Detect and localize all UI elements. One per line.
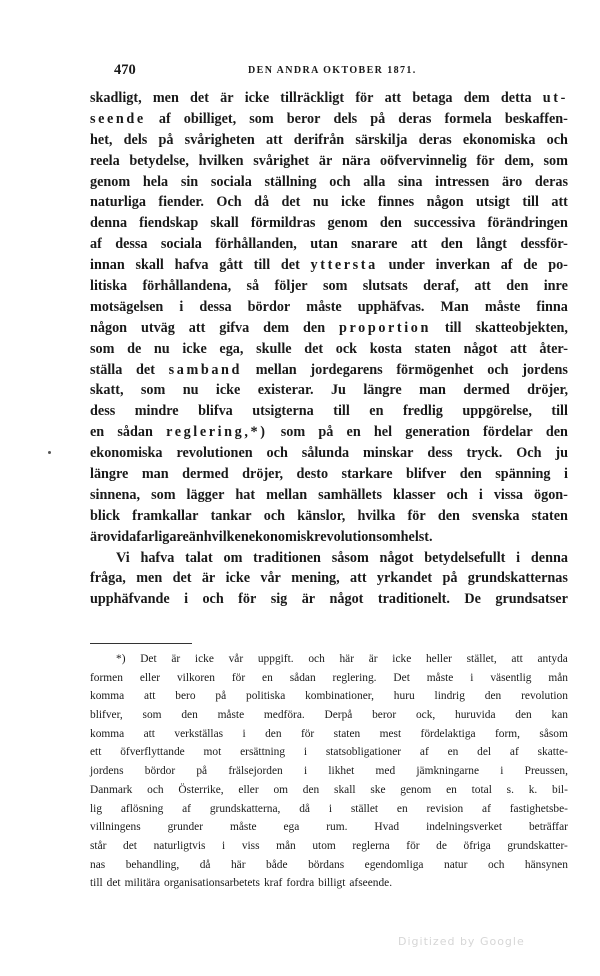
body-line: reela betydelse, hvilken svårighet är nära oöfvervinnelig för dem, som bbox=[90, 152, 568, 169]
footnote-rule bbox=[90, 643, 192, 644]
body-line: en sådan reglering,*) som på en hel generation fördelar den bbox=[90, 424, 568, 441]
running-head: DEN ANDRA OKTOBER 1871. bbox=[248, 65, 417, 76]
body-line: ekonomiska revolutionen och sålunda minskar dess tryck. Och ju bbox=[90, 445, 568, 462]
body-line: naturliga fiender. Och då det nu icke finnes någon utsigt till att bbox=[90, 194, 568, 211]
footnote-line: lig aflösning af grundskatterna, då i stället en revision af fastighetsbe- bbox=[90, 802, 568, 815]
footnote-line: nas behandling, då här både bördans egendomliga natur och hänsynen bbox=[90, 858, 568, 871]
footnote-line: *) Det är icke vår uppgift. och här är icke heller stället, att antyda bbox=[116, 653, 568, 665]
footnote-line: blifver, som den måste medföra. Derpå beror ock, huruvida den kan bbox=[90, 709, 568, 722]
body-line: blick framkallar tankar och känslor, hvilka för den svenska staten bbox=[90, 507, 568, 524]
page-header bbox=[114, 62, 562, 80]
body-line: af dessa sociala förhållanden, utan snarare att den långt dessför- bbox=[90, 236, 568, 253]
body-line: någon utväg att gifva dem den proportion till skatteobjekten, bbox=[90, 319, 568, 336]
body-line: het, dels på svårigheten att derifrån särskilja deras ekonomiska och bbox=[90, 131, 568, 148]
body-line: genom hela sin sociala ställning och alla sina intressen äro deras bbox=[90, 173, 568, 190]
footnote-line: komma att bero på politiska kombinationer, huru lindrig den revolution bbox=[90, 690, 568, 703]
body-line: seende af obilliget, som beror dels på deras formela beskaffen- bbox=[90, 110, 568, 127]
body-line: sinnena, som lägger hat mellan samhällets klasser och i vissa ögon- bbox=[90, 486, 568, 503]
footnote-line: Danmark och Österrike, eller om den skall ske genom en total s. k. bil- bbox=[90, 783, 568, 796]
footnote-line: till det militära organisationsarbetets kraf fordra billigt afseende. bbox=[90, 877, 393, 890]
body-line: ställa det samband mellan jordegarens förmögenhet och jordens bbox=[90, 361, 568, 378]
body-line: motsägelsen i dessa bördor måste upphäfvas. Man måste finna bbox=[90, 298, 568, 315]
footnote bbox=[90, 650, 568, 893]
margin-mark bbox=[48, 451, 51, 454]
body-line: skadligt, men det är icke tillräckligt för att betaga dem detta ut- bbox=[90, 90, 568, 106]
body-line: längre man dermed dröjer, desto starkare blifver den spänning i bbox=[90, 466, 568, 483]
body-line: skatt, som nu icke existerar. Ju längre man dermed dröjer, bbox=[90, 382, 568, 399]
body-line: litiska förhållandena, så följer som slutsats deraf, att den inre bbox=[90, 278, 568, 295]
footnote-line: formen eller vilkoren för en sådan reglering. Det måste i väsentlig mån bbox=[90, 671, 568, 684]
body-line: fråga, men det är icke vår mening, att yrkandet på grundskatternas bbox=[90, 570, 568, 587]
footnote-line: komma att verkställas i den för staten mest fördelaktiga form, såsom bbox=[90, 727, 568, 740]
footnote-line: ett öfverflyttande mot ersättning i statsobligationer af en del af skatte- bbox=[90, 746, 568, 759]
body-line: dess mindre blifva utsigterna till en fredlig uppgörelse, till bbox=[90, 403, 568, 420]
footnote-line: jordens bördor på frälsejorden i likhet med jämkningarne i Preussen, bbox=[90, 765, 568, 778]
footnote-line: står det naturligtvis i viss mån utom reglerna för de öfriga grundskatter- bbox=[90, 839, 568, 852]
page-number: 470 bbox=[114, 62, 136, 78]
body-line: äro vida farligare än hvilken ekonomisk revolution som helst. bbox=[90, 528, 433, 545]
body-line: Vi hafva talat om traditionen såsom något betydelsefullt i denna bbox=[116, 549, 568, 566]
body-line: innan skall hafva gått till det yttersta under inverkan af de po- bbox=[90, 257, 568, 274]
body-line: upphäfvande i och för sig är något traditionelt. De grundsatser bbox=[90, 591, 568, 608]
footnote-line: villningens grunder måste ega rum. Hvad indelningsverket beträffar bbox=[90, 821, 568, 834]
watermark: Digitized by Google bbox=[398, 935, 525, 948]
body-text bbox=[90, 88, 568, 610]
body-line: som de nu icke ega, skulle det ock kosta staten något att åter- bbox=[90, 340, 568, 357]
body-line: denna fiendskap skall förmildras genom den successiva förändringen bbox=[90, 215, 568, 232]
